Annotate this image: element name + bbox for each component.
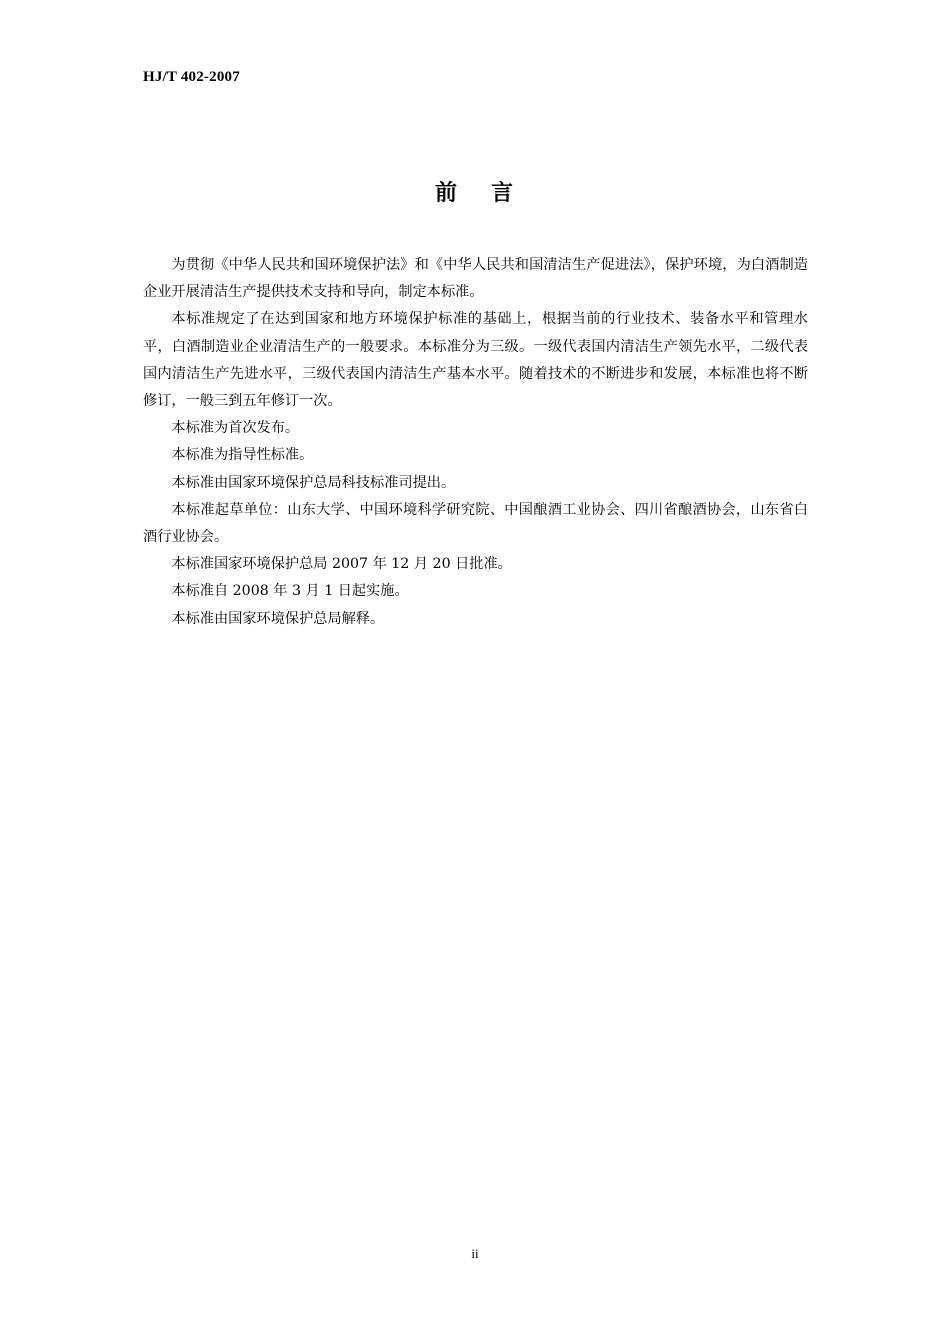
paragraph-first-release: 本标准为首次发布。 (171, 420, 300, 437)
paragraph-effective-date: 本标准自 2008 年 3 月 1 日起实施。 (171, 583, 409, 600)
paragraph-approval: 本标准国家环境保护总局 2007 年 12 月 20 日批准。 (171, 556, 512, 573)
page-number: ii (471, 1246, 479, 1261)
standard-code-header: HJ/T 402-2007 (143, 69, 240, 85)
page-title (0, 176, 950, 207)
page-title-char-1: 前 (434, 181, 459, 206)
paragraph-proposer: 本标准由国家环境保护总局科技标准司提出。 (171, 474, 456, 491)
paragraph-purpose: 为贯彻《中华人民共和国环境保护法》和《中华人民共和国清洁生产促进法》，保护环境，为白酒制造企业开展清洁生产提供技术支持和导向，制定本标准。 (143, 257, 808, 301)
preface-body (143, 252, 808, 633)
paragraph-guidance: 本标准为指导性标准。 (171, 447, 314, 464)
paragraph-interpretation: 本标准由国家环境保护总局解释。 (171, 610, 385, 627)
page-title-char-2: 言 (491, 181, 516, 206)
paragraph-drafters: 本标准起草单位：山东大学、中国环境科学研究院、中国酿酒工业协会、四川省酿酒协会，山东省白酒行业协会。 (143, 501, 808, 546)
paragraph-scope: 本标准规定了在达到国家和地方环境保护标准的基础上，根据当前的行业技术、装备水平和管理水平，白酒制造业企业清洁生产的一般要求。本标准分为三级。一级代表国内清洁生产领先水平，二级代表国内清洁生产先进水平，三级代表国内清洁生产基本水平。随着技术的不断进步和发展，本标准也将不断修订，一般三到五年修订一次。 (143, 311, 808, 410)
